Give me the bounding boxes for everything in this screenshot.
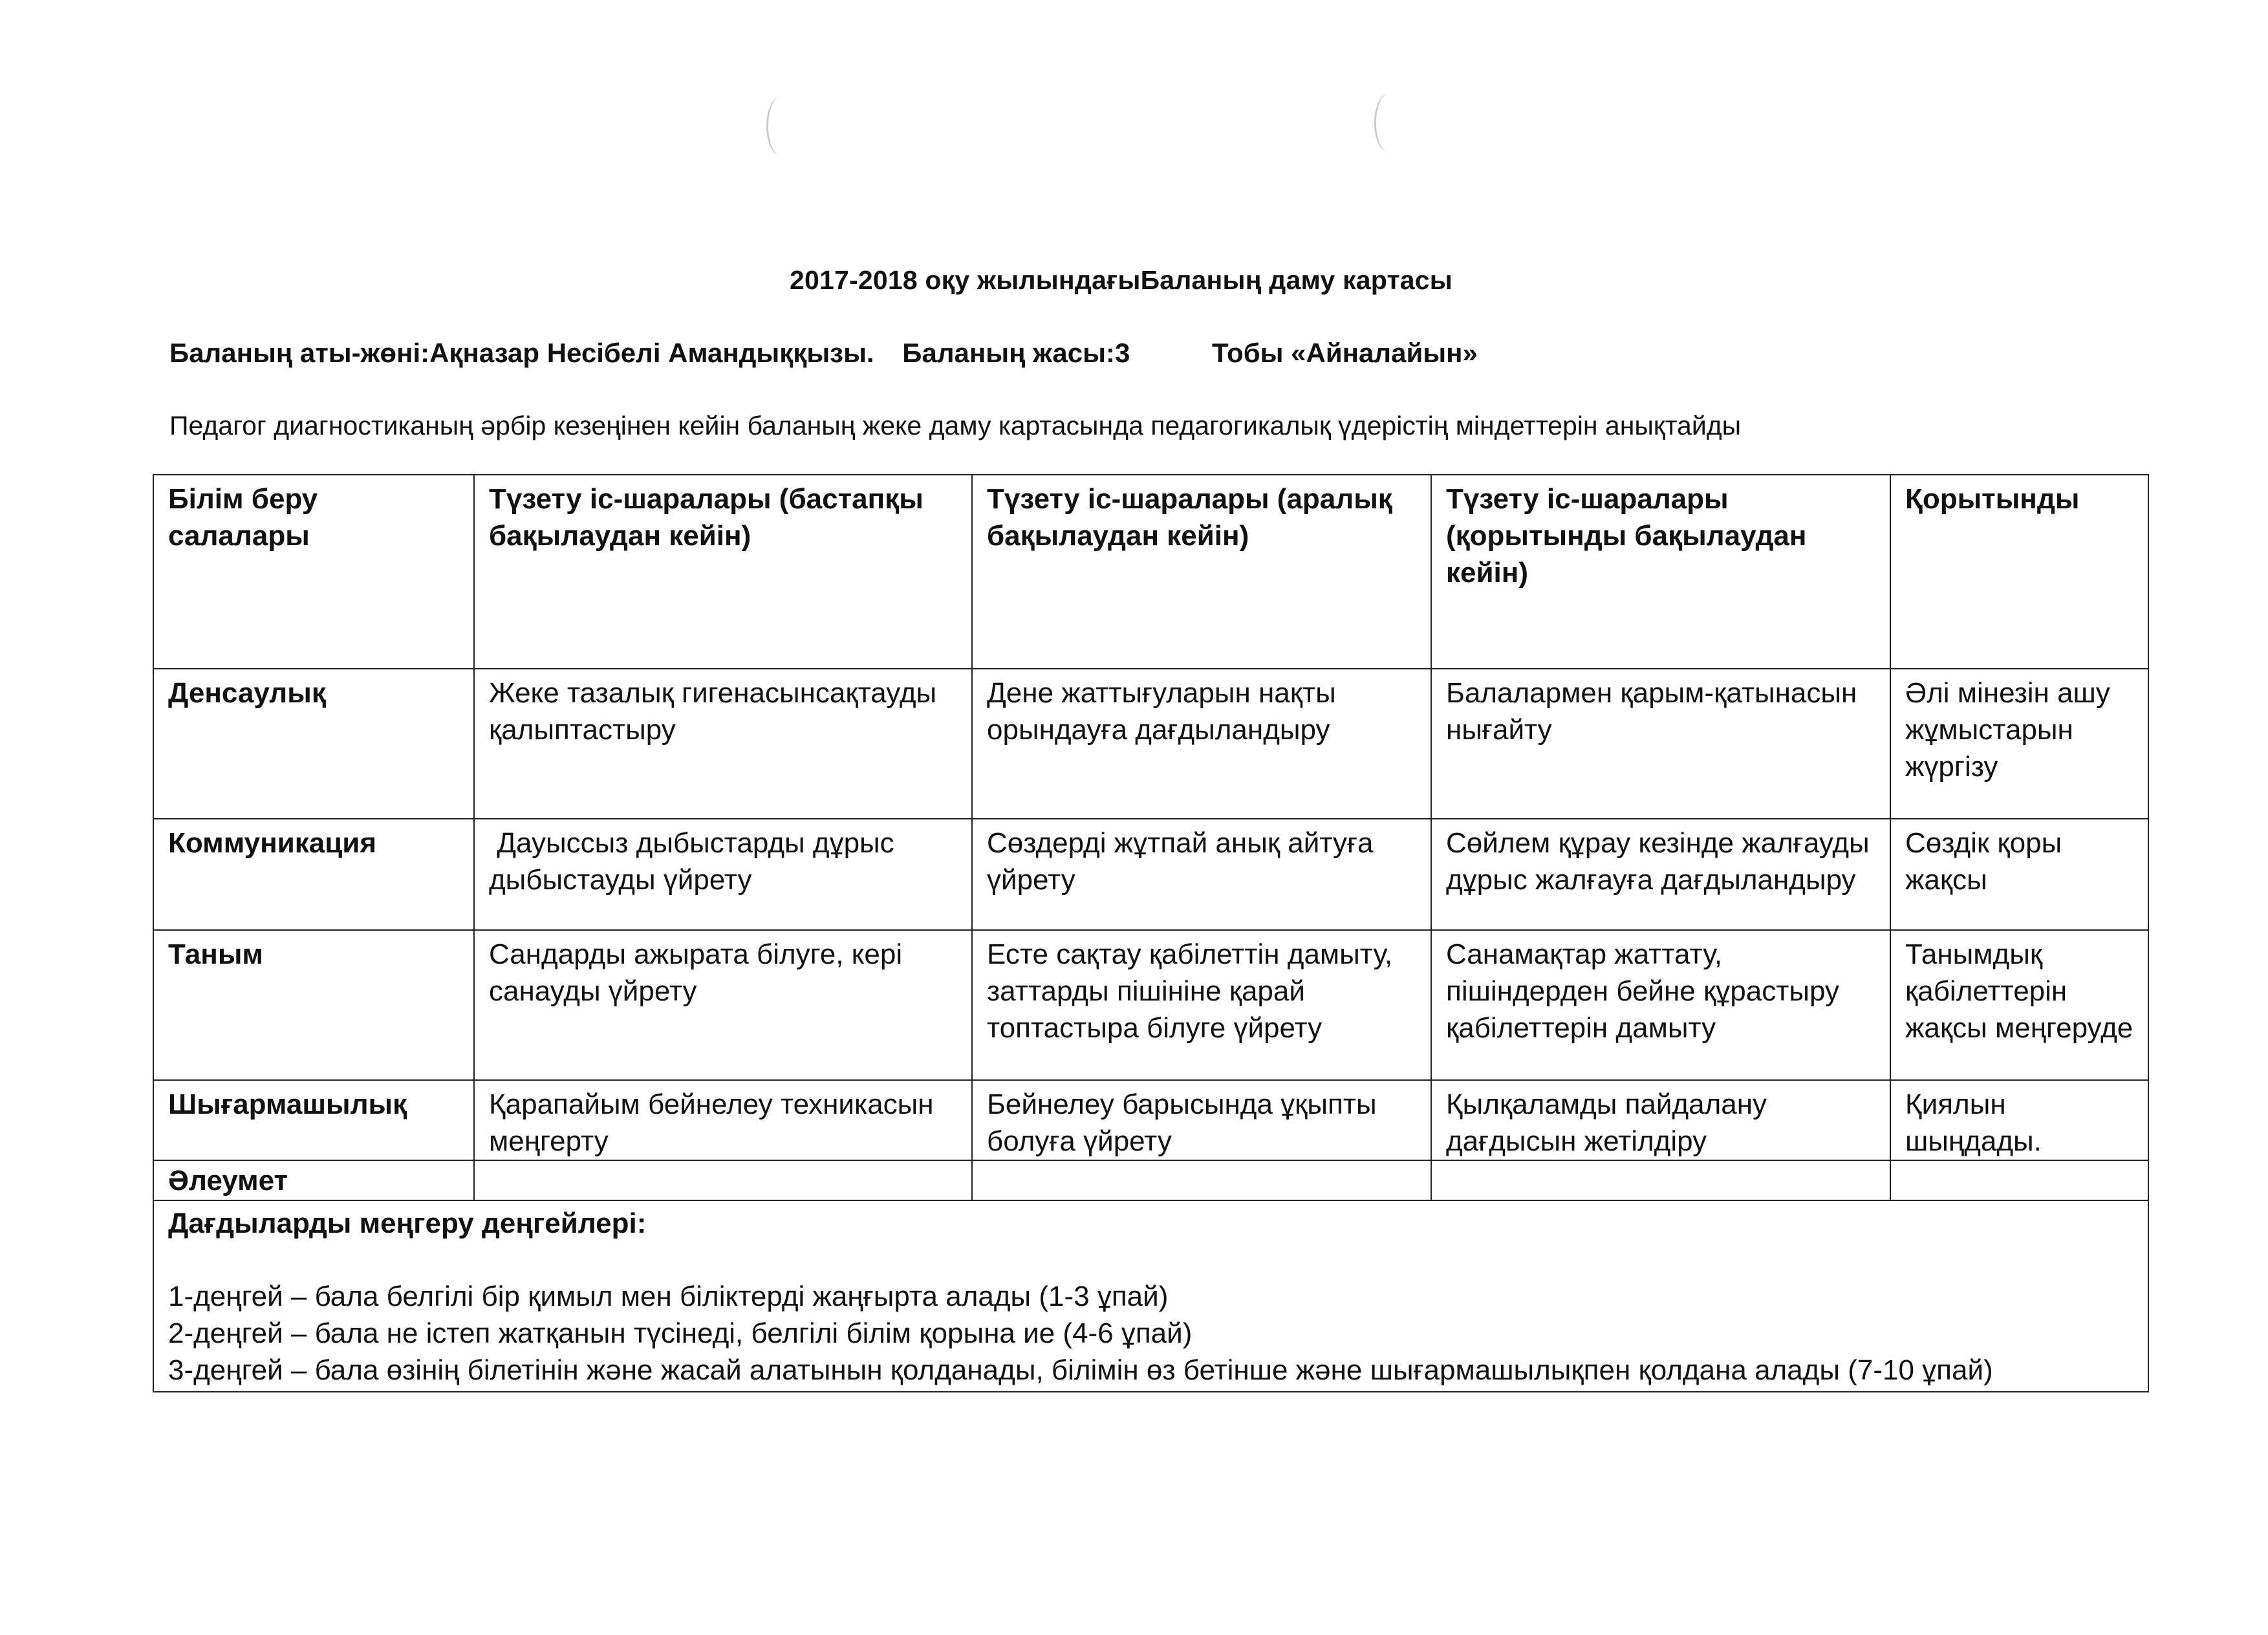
intro-text: Педагог диагностиканың әрбір кезеңінен кейін баланың жеке даму картасында педагогикалық үдерістің міндеттерін анықтайды (169, 411, 1742, 440)
skill-levels-cell (153, 1200, 2148, 1392)
final-cell: Қылқаламды пайдалану дағдысын жетілдіру (1431, 1080, 1890, 1160)
document-title (0, 265, 2268, 296)
skill-level-item: 1-деңгей – бала белгілі бір қимыл мен біліктерді жаңғырта алады (1-3 ұпай) (168, 1280, 1169, 1312)
area-cell: Денсаулық (153, 669, 474, 819)
initial-cell: Жеке тазалық гигенасынсақтауды қалыптастыру (474, 669, 972, 819)
document-title-text: 2017-2018 оқу жылындағыБаланың даму картасы (789, 265, 1453, 295)
skill-levels-row (153, 1200, 2148, 1392)
area-cell: Әлеумет (153, 1160, 474, 1200)
final-cell: Сөйлем құрау кезінде жалғауды дұрыс жалғауға дағдыландыру (1431, 819, 1890, 930)
area-cell: Коммуникация (153, 819, 474, 930)
skill-level-item: 3-деңгей – бала өзінің білетінін және жасай алатынын қолданады, білімін өз бетінше және шығармашылықпен қолдана алады (7-10 ұпай) (168, 1354, 1993, 1387)
conclusion-cell (1890, 1160, 2148, 1200)
table-row (153, 819, 2148, 930)
area-cell: Таным (153, 930, 474, 1080)
skill-level-item: 2-деңгей – бала не істеп жатқанын түсінеді, белгілі білім қорына ие (4-6 ұпай) (168, 1317, 1193, 1349)
child-age-label: Баланың жасы:3 (902, 338, 1130, 368)
scan-mark-right (1374, 94, 1402, 152)
header-education-areas: Білім беру салалары (153, 475, 474, 669)
skill-levels-spacer (168, 1242, 2136, 1278)
conclusion-cell: Әлі мінезін ашу жұмыстарын жүргізу (1890, 669, 2148, 819)
initial-cell: Дауыссыз дыбыстарды дұрыс дыбыстауды үйрету (474, 819, 972, 930)
table-row (153, 930, 2148, 1080)
scan-mark-left (766, 97, 794, 155)
intermediate-cell: Дене жаттығуларын нақты орындауға дағдыландыру (972, 669, 1431, 819)
intermediate-cell (972, 1160, 1431, 1200)
conclusion-cell: Сөздік қоры жақсы (1890, 819, 2148, 930)
conclusion-cell: Қиялын шыңдады. (1890, 1080, 2148, 1160)
child-name-label: Баланың аты-жөні:Ақназар Несібелі Амандыққызы. (169, 338, 874, 368)
table-row (153, 669, 2148, 819)
final-cell (1431, 1160, 1890, 1200)
area-cell: Шығармашылық (153, 1080, 474, 1160)
initial-cell (474, 1160, 972, 1200)
initial-cell: Сандарды ажырата білуге, кері санауды үйрету (474, 930, 972, 1080)
table-row (153, 1160, 2148, 1200)
conclusion-cell: Танымдық қабілеттерін жақсы меңгеруде (1890, 930, 2148, 1080)
skill-levels-heading: Дағдыларды меңгеру деңгейлері: (168, 1207, 647, 1239)
table-header-row (153, 475, 2148, 669)
final-cell: Балалармен қарым-қатынасын нығайту (1431, 669, 1890, 819)
table-row (153, 1080, 2148, 1160)
header-conclusion: Қорытынды (1890, 475, 2148, 669)
group-label: Тобы «Айналайын» (1212, 338, 1478, 368)
header-intermediate-measures: Түзету іс-шаралары (аралық бақылаудан кейін) (972, 475, 1431, 669)
header-final-measures: Түзету іс-шаралары (қорытынды бақылаудан кейін) (1431, 475, 1890, 669)
development-map-table (153, 474, 2149, 1392)
intermediate-cell: Бейнелеу барысында ұқыпты болуға үйрету (972, 1080, 1431, 1160)
child-info-line (169, 338, 1478, 369)
intermediate-cell: Сөздерді жұтпай анық айтуға үйрету (972, 819, 1431, 930)
header-initial-measures: Түзету іс-шаралары (бастапқы бақылаудан кейін) (474, 475, 972, 669)
final-cell: Санамақтар жаттату, пішіндерден бейне құрастыру қабілеттерін дамыту (1431, 930, 1890, 1080)
intermediate-cell: Есте сақтау қабілеттін дамыту, заттарды пішініне қарай топтастыра білуге үйрету (972, 930, 1431, 1080)
initial-cell: Қарапайым бейнелеу техникасын меңгерту (474, 1080, 972, 1160)
